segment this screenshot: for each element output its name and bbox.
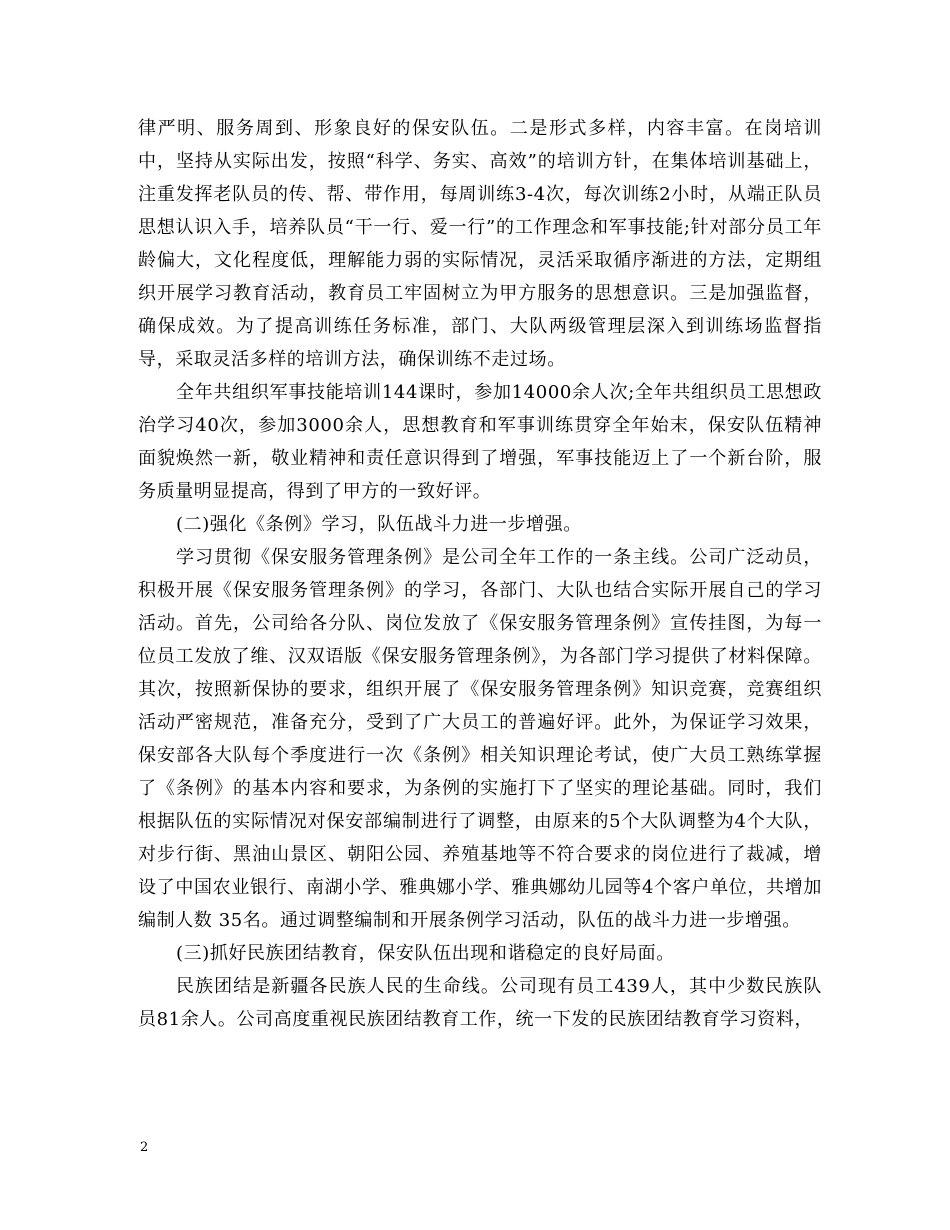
paragraph-training-results: 全年共组织军事技能培训144课时，参加14000余人次;全年共组织员工思想政治学习40次，参加3000余人，思想教育和军事训练贯穿全年始末，保安队伍精神面貌焕然一新，敬业精神和责任意识得到了增强，军事技能迈上了一个新台阶，服务质量明显提高，得到了甲方的一致好评。	[138, 382, 822, 502]
paragraph-training-methods: 律严明、服务周到、形象良好的保安队伍。二是形式多样，内容丰富。在岗培训中，坚持从实际出发，按照“科学、务实、高效”的培训方针，在集体培训基础上，注重发挥老队员的传、帮、带作用，每周训练3-4次，每次训练2小时，从端正队员思想认识入手，培养队员“干一行、爱一行”的工作理念和军事技能;针对部分员工年龄偏大，文化程度低，理解能力弱的实际情况，灵活采取循序渐进的方法，定期组织开展学习教育活动，教育员工牢固树立为甲方服务的思想意识。三是加强监督，确保成效。为了提高训练任务标准，部门、大队两级管理层深入到训练场监督指导，采取灵活多样的培训方法，确保训练不走过场。	[138, 118, 822, 370]
paragraph-ethnic-unity: 民族团结是新疆各民族人民的生命线。公司现有员工439人，其中少数民族队员81余人。公司高度重视民族团结教育工作，统一下发的民族团结教育学习资料，	[138, 976, 822, 1030]
paragraph-regulations-study: 学习贯彻《保安服务管理条例》是公司全年工作的一条主线。公司广泛动员，积极开展《保安服务管理条例》的学习，各部门、大队也结合实际开展自己的学习活动。首先，公司给各分队、岗位发放了《保安服务管理条例》宣传挂图，为每一位员工发放了维、汉双语版《保安服务管理条例》，为各部门学习提供了材料保障。其次，按照新保协的要求，组织开展了《保安服务管理条例》知识竞赛，竞赛组织活动严密规范，准备充分，受到了广大员工的普遍好评。此外，为保证学习效果，保安部各大队每个季度进行一次《条例》相关知识理论考试，使广大员工熟练掌握了《条例》的基本内容和要求，为条例的实施打下了坚实的理论基础。同时，我们根据队伍的实际情况对保安部编制进行了调整，由原来的5个大队调整为4个大队，对步行街、黑油山景区、朝阳公园、养殖基地等不符合要求的岗位进行了裁减，增设了中国农业银行、南湖小学、雅典娜小学、雅典娜幼儿园等4个客户单位，共增加编制人数 35名。通过调整编制和开展条例学习活动，队伍的战斗力进一步增强。	[138, 547, 822, 931]
section-heading-regulations: (二)强化《条例》学习，队伍战斗力进一步增强。	[176, 514, 582, 535]
document-body	[138, 112, 822, 1036]
page-number: 2	[140, 1140, 149, 1155]
section-heading-ethnic-unity: (三)抓好民族团结教育，保安队伍出现和谐稳定的良好局面。	[176, 943, 675, 964]
